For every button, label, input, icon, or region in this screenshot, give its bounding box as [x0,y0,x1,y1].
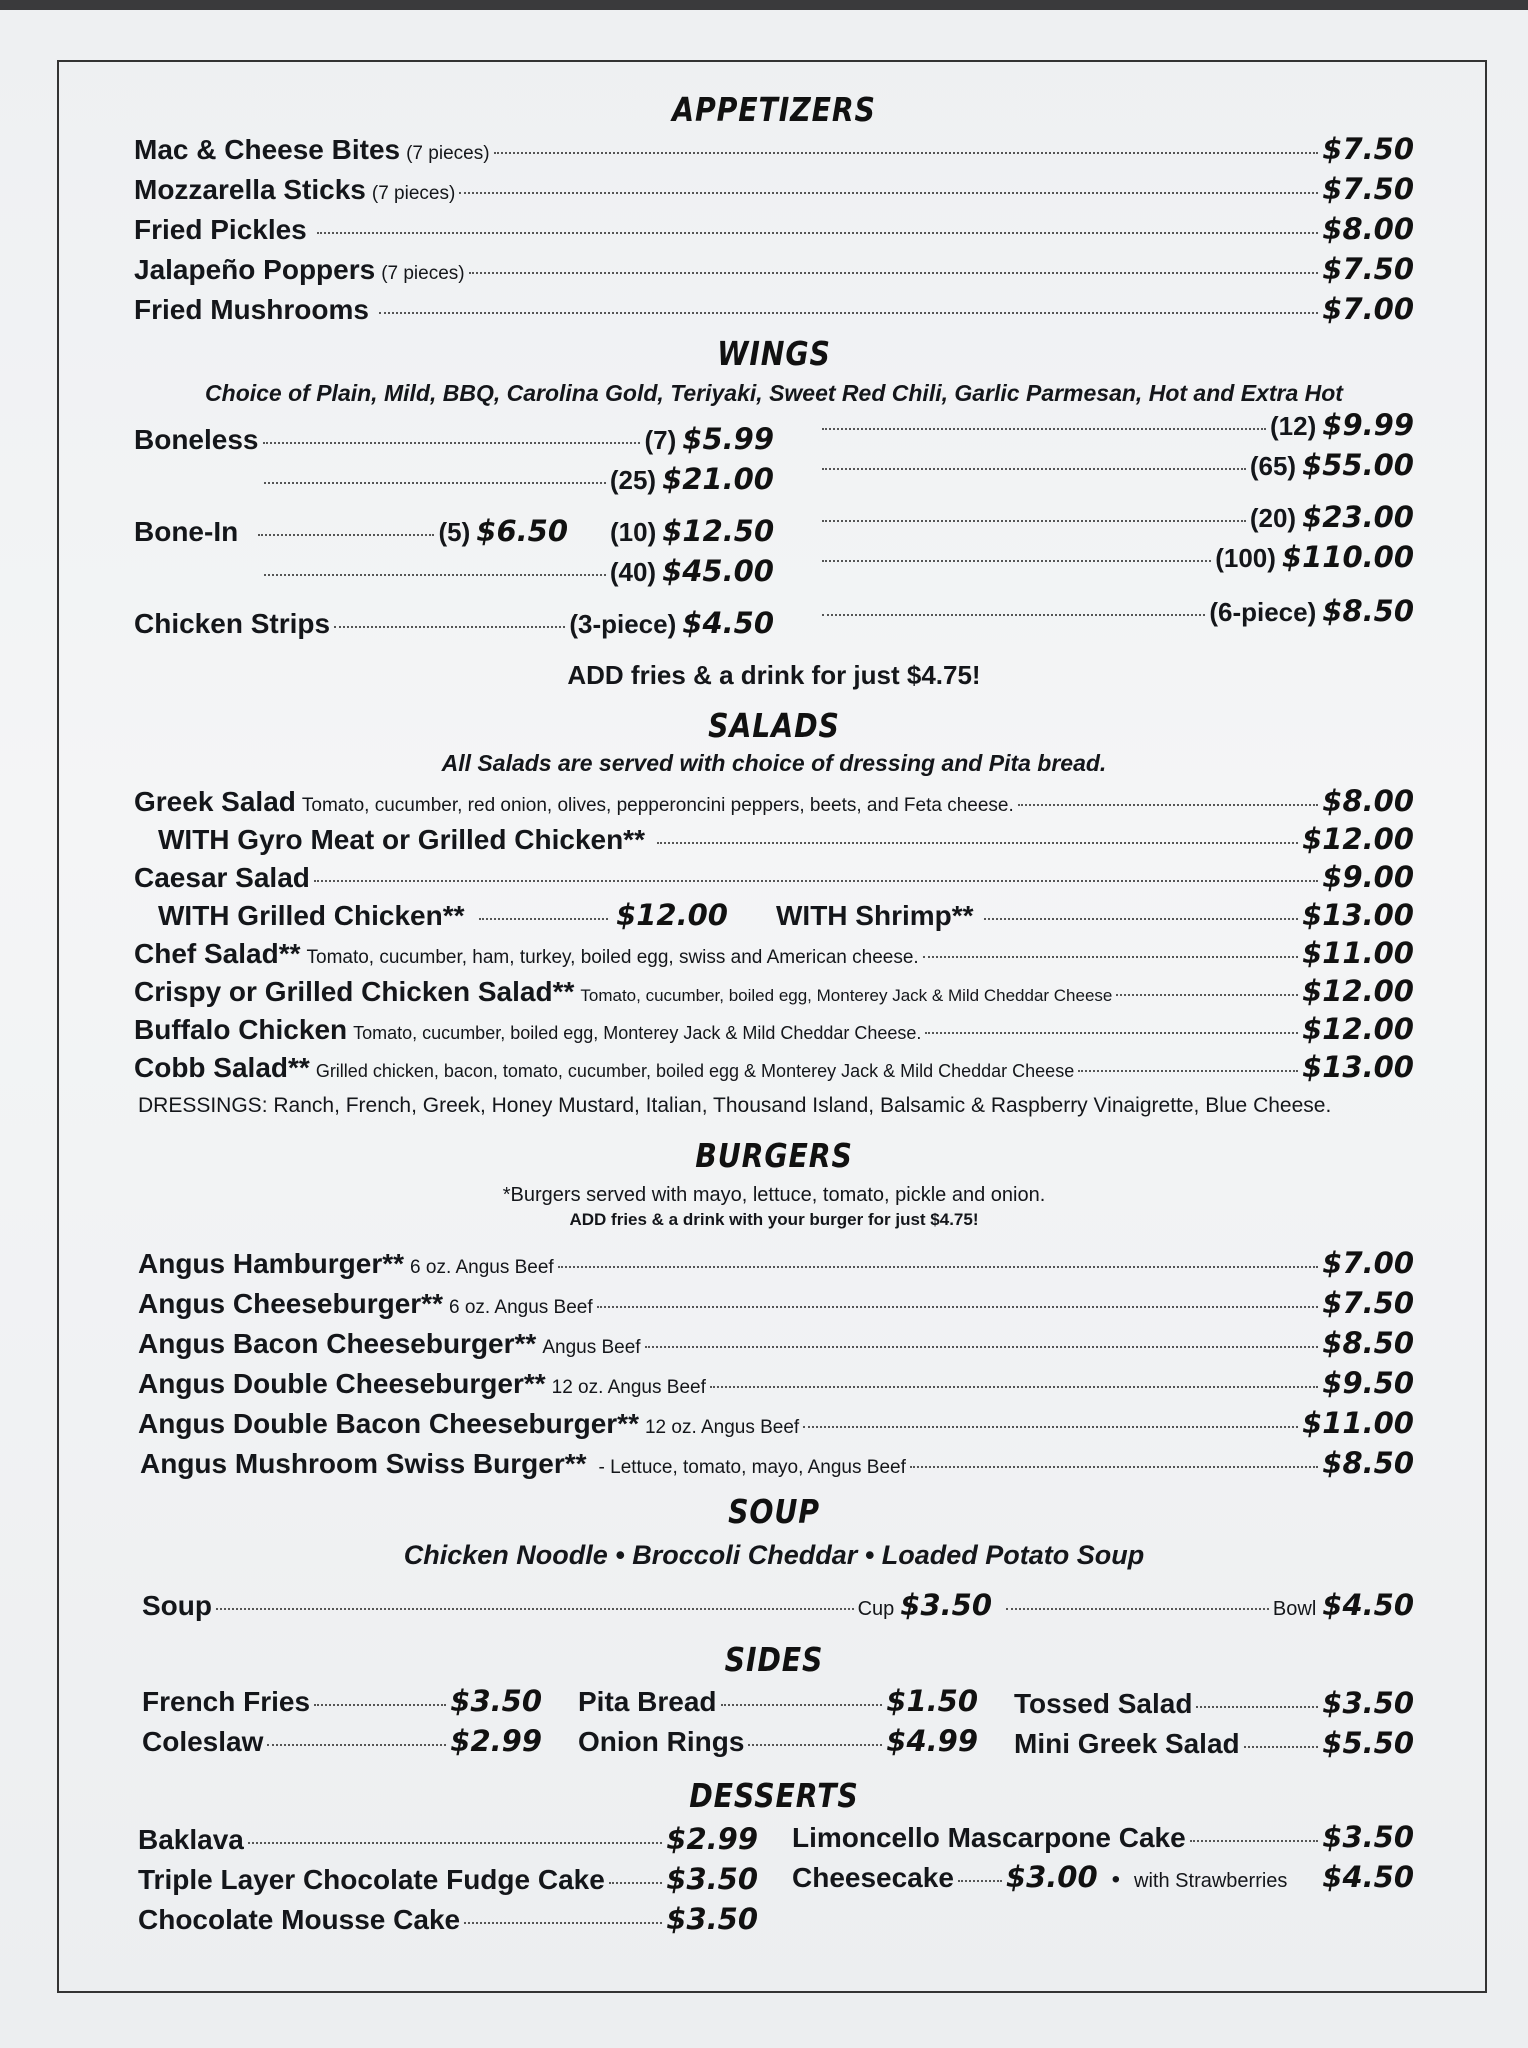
menu-item [1014,1686,1414,1720]
leader-dots [609,1882,662,1884]
item-price: $4.99 [886,1724,978,1758]
leader-dots [1078,1070,1298,1072]
leader-dots [317,232,1319,234]
item-name: Angus Double Cheeseburger** [138,1368,546,1399]
leader-dots [822,468,1246,470]
item-price: $8.00 [1322,784,1414,818]
leader-dots [1190,1840,1319,1842]
item-qty: (100) [1215,543,1276,573]
item-name: Onion Rings [578,1726,745,1757]
item-price: $55.00 [1302,448,1414,482]
desserts-heading: DESSERTS [689,1776,859,1815]
item-name: Fried Pickles [134,214,307,245]
menu-item [1014,1726,1414,1760]
cup-label: Cup [857,1598,895,1620]
separator: • [1111,1866,1121,1893]
item-desc: (7 pieces) [371,183,456,204]
menu-item [134,1050,1414,1084]
item-desc: Tomato, cucumber, boiled egg, Monterey Jack & Mild Cheddar Cheese. [353,1023,922,1043]
menu-item [140,1446,1414,1480]
leader-dots [958,1880,1002,1882]
wings-boneless-row [134,422,774,456]
sides-heading: SIDES [724,1640,824,1679]
menu-item [138,1902,758,1936]
soup-bowl-row [1002,1588,1414,1622]
soup-cup-row [142,1588,992,1622]
item-price: $3.50 [666,1902,758,1936]
item-price: $12.00 [1302,974,1414,1008]
menu-item [158,898,728,932]
menu-item [134,974,1414,1008]
soup-heading: SOUP [728,1492,820,1531]
item-qty: (25) [609,465,657,495]
item-desc: Angus Beef [542,1337,641,1358]
item-name: Chicken Strips [134,608,331,639]
item-price: $5.50 [1322,1726,1414,1760]
leader-dots [334,626,565,628]
item-name: Soup [142,1590,212,1621]
item-price: $3.00 [1005,1860,1098,1894]
leader-dots [1196,1706,1318,1708]
wings-boneless-row-right [818,408,1414,442]
menu-item [138,1286,1414,1320]
leader-dots [822,614,1205,616]
soup-varieties: Chicken Noodle • Broccoli Cheddar • Loaded Potato Soup [403,1540,1145,1570]
burgers-note: *Burgers served with mayo, lettuce, tomato, pickle and onion. [502,1184,1046,1206]
leader-dots [657,842,1298,844]
leader-dots [263,442,641,444]
item-qty: (7) [644,425,677,455]
top-edge [0,0,1528,10]
item-name: Angus Double Bacon Cheeseburger** [138,1408,639,1439]
leader-dots [822,520,1246,522]
burgers-addon: ADD fries & a drink with your burger for just $4.75! [569,1210,979,1229]
item-qty: (3-piece) [569,609,677,639]
menu-item [138,1366,1414,1400]
item-price: $4.50 [1322,1588,1414,1622]
item-desc: with Strawberries [1134,1870,1288,1892]
leader-dots [925,1032,1298,1034]
item-price: $11.00 [1302,1406,1414,1440]
leader-dots [216,1608,854,1610]
menu-item [792,1860,1414,1894]
item-price: $1.50 [886,1684,978,1718]
leader-dots [464,1922,662,1924]
menu-item [578,1684,978,1718]
leader-dots [1006,1608,1269,1610]
burgers-heading: BURGERS [695,1136,853,1175]
menu-item [138,1326,1414,1360]
menu-item [792,1820,1414,1854]
item-name: Baklava [138,1824,244,1855]
menu-item [134,252,1414,286]
menu-item [138,1822,758,1856]
menu-item [134,132,1414,166]
item-qty: (20) [1249,503,1297,533]
leader-dots [558,1266,1319,1268]
item-desc: 6 oz. Angus Beef [448,1297,593,1318]
leader-dots [1116,994,1298,996]
item-name: Chef Salad** [134,938,301,969]
menu-item [134,1012,1414,1046]
wings-bonein-mid [610,514,774,548]
leader-dots [314,1704,446,1706]
item-name: Boneless [134,424,259,455]
item-desc: 6 oz. Angus Beef [410,1257,554,1278]
item-price: $4.50 [1322,1860,1414,1894]
item-desc: Tomato, cucumber, boiled egg, Monterey Jack & Mild Cheddar Cheese [580,986,1113,1005]
item-price: $12.50 [662,514,775,548]
menu-item [134,860,1414,894]
item-price: $8.50 [1322,1446,1414,1480]
item-name: Cobb Salad** [134,1052,310,1083]
item-price: $12.00 [616,898,728,932]
leader-dots [645,1346,1319,1348]
item-name: Triple Layer Chocolate Fudge Cake [138,1864,605,1895]
item-desc: Tomato, cucumber, ham, turkey, boiled egg, swiss and American cheese. [306,947,919,968]
item-name: Limoncello Mascarpone Cake [792,1822,1186,1853]
item-name: Caesar Salad [134,862,310,893]
item-name: Cheesecake [792,1862,954,1893]
item-desc: Tomato, cucumber, red onion, olives, pepperoncini peppers, beets, and Feta cheese. [301,795,1014,816]
menu-item [142,1684,542,1718]
item-name: Greek Salad [134,786,296,817]
item-qty: (5) [438,517,471,547]
menu-item [776,898,1414,932]
item-price: $9.00 [1322,860,1414,894]
item-price: $7.50 [1322,1286,1414,1320]
item-name: Bone-In [134,516,239,547]
item-name: Angus Hamburger** [138,1248,405,1279]
item-price: $3.50 [450,1684,542,1718]
leader-dots [923,956,1298,958]
salads-heading: SALADS [708,706,840,745]
wings-bonein-row-2 [260,554,774,588]
wings-bonein-right-2 [818,540,1414,574]
item-name: Jalapeño Poppers [134,254,376,285]
item-price: $3.50 [666,1862,758,1896]
item-price: $7.00 [1322,1246,1414,1280]
wings-boneless-row-2 [260,462,774,496]
item-price: $13.00 [1302,898,1414,932]
wings-subtitle: Choice of Plain, Mild, BBQ, Carolina Gold, Teriyaki, Sweet Red Chili, Garlic Parmesan, Hot and Extra Hot [205,380,1343,406]
wings-strips-row [134,606,774,640]
leader-dots [264,482,606,484]
item-price: $7.00 [1322,292,1414,326]
leader-dots [379,312,1318,314]
item-desc: (7 pieces) [406,143,490,164]
leader-dots [459,192,1318,194]
wings-bonein-right [818,500,1414,534]
menu-item [134,212,1414,246]
wings-bonein-row [134,514,568,548]
item-name: Chocolate Mousse Cake [138,1904,461,1935]
item-qty: (40) [609,557,657,587]
item-price: $11.00 [1302,936,1414,970]
item-price: $21.00 [662,462,774,496]
item-qty: (6-piece) [1209,597,1317,627]
item-price: $2.99 [666,1822,758,1856]
item-qty: (65) [1249,451,1297,481]
leader-dots [264,574,606,576]
menu-item [138,1862,758,1896]
item-qty: (12) [1270,411,1317,441]
leader-dots [710,1386,1318,1388]
item-price: $23.00 [1302,500,1414,534]
item-price: $8.50 [1322,1326,1414,1360]
leader-dots [597,1306,1319,1308]
bowl-label: Bowl [1272,1598,1317,1620]
leader-dots [984,918,1299,920]
salads-dressings: DRESSINGS: Ranch, French, Greek, Honey Mustard, Italian, Thousand Island, Balsamic & Raspberry Vinaigrette, Blue Cheese. [138,1094,1332,1117]
item-price: $4.50 [682,606,774,640]
leader-dots [479,918,609,920]
leader-dots [822,428,1266,430]
leader-dots [910,1466,1318,1468]
item-name: Fried Mushrooms [134,294,369,325]
item-name: Tossed Salad [1014,1688,1193,1719]
item-price: $3.50 [1322,1686,1414,1720]
item-name: WITH Grilled Chicken** [158,900,465,931]
item-price: $9.50 [1322,1366,1414,1400]
item-name: Mac & Cheese Bites [134,134,401,165]
item-name: Angus Mushroom Swiss Burger** [140,1448,587,1479]
leader-dots [267,1744,446,1746]
item-price: $3.50 [900,1588,992,1622]
item-price: $13.00 [1302,1050,1414,1084]
item-price: $9.99 [1322,408,1414,442]
menu-item [142,1724,542,1758]
item-name: Coleslaw [142,1726,264,1757]
leader-dots [1018,804,1319,806]
leader-dots [822,560,1211,562]
item-price: $6.50 [476,514,568,548]
menu-item [134,292,1414,326]
item-qty: (10) [610,517,657,547]
leader-dots [494,152,1319,154]
menu-item [134,784,1414,818]
leader-dots [248,1842,662,1844]
item-desc: (7 pieces) [381,263,465,284]
leader-dots [314,880,1318,882]
item-name: Mozzarella Sticks [134,174,366,205]
item-price: $12.00 [1302,822,1414,856]
salads-subtitle: All Salads are served with choice of dressing and Pita bread. [441,750,1107,776]
leader-dots [469,272,1319,274]
item-price: $45.00 [662,554,774,588]
item-price: $7.50 [1322,132,1414,166]
item-name: Crispy or Grilled Chicken Salad** [134,976,575,1007]
item-name: Angus Bacon Cheeseburger** [138,1328,537,1359]
item-price: $7.50 [1322,172,1414,206]
item-desc: Grilled chicken, bacon, tomato, cucumber, boiled egg & Monterey Jack & Mild Cheddar Cheese [315,1061,1075,1081]
wings-strips-right [818,594,1414,628]
item-price: $8.00 [1322,212,1414,246]
wings-boneless-row-right-2 [818,448,1414,482]
menu-item [578,1724,978,1758]
leader-dots [1244,1746,1319,1748]
menu-item [134,936,1414,970]
menu-item [138,1406,1414,1440]
item-price: $8.50 [1322,594,1414,628]
item-price: $12.00 [1302,1012,1414,1046]
item-name: Buffalo Chicken [134,1014,348,1045]
item-price: $110.00 [1281,540,1414,574]
wings-addon: ADD fries & a drink for just $4.75! [567,660,981,690]
item-name: WITH Shrimp** [776,900,974,931]
item-price: $5.99 [682,422,774,456]
leader-dots [748,1744,882,1746]
item-desc: 12 oz. Angus Beef [551,1377,706,1398]
menu-item [138,1246,1414,1280]
appetizers-heading: APPETIZERS [672,90,876,129]
item-name: Mini Greek Salad [1014,1728,1240,1759]
item-name: WITH Gyro Meat or Grilled Chicken** [158,824,645,855]
item-price: $3.50 [1322,1820,1414,1854]
menu-item [158,822,1414,856]
menu-item [134,172,1414,206]
item-name: French Fries [142,1686,311,1717]
leader-dots [721,1704,883,1706]
item-desc: - Lettuce, tomato, mayo, Angus Beef [598,1457,906,1478]
leader-dots [258,534,434,536]
item-price: $7.50 [1322,252,1414,286]
wings-heading: WINGS [717,334,831,373]
item-name: Pita Bread [578,1686,717,1717]
leader-dots [803,1426,1298,1428]
item-name: Angus Cheeseburger** [138,1288,443,1319]
item-desc: 12 oz. Angus Beef [644,1417,800,1438]
item-price: $2.99 [450,1724,542,1758]
